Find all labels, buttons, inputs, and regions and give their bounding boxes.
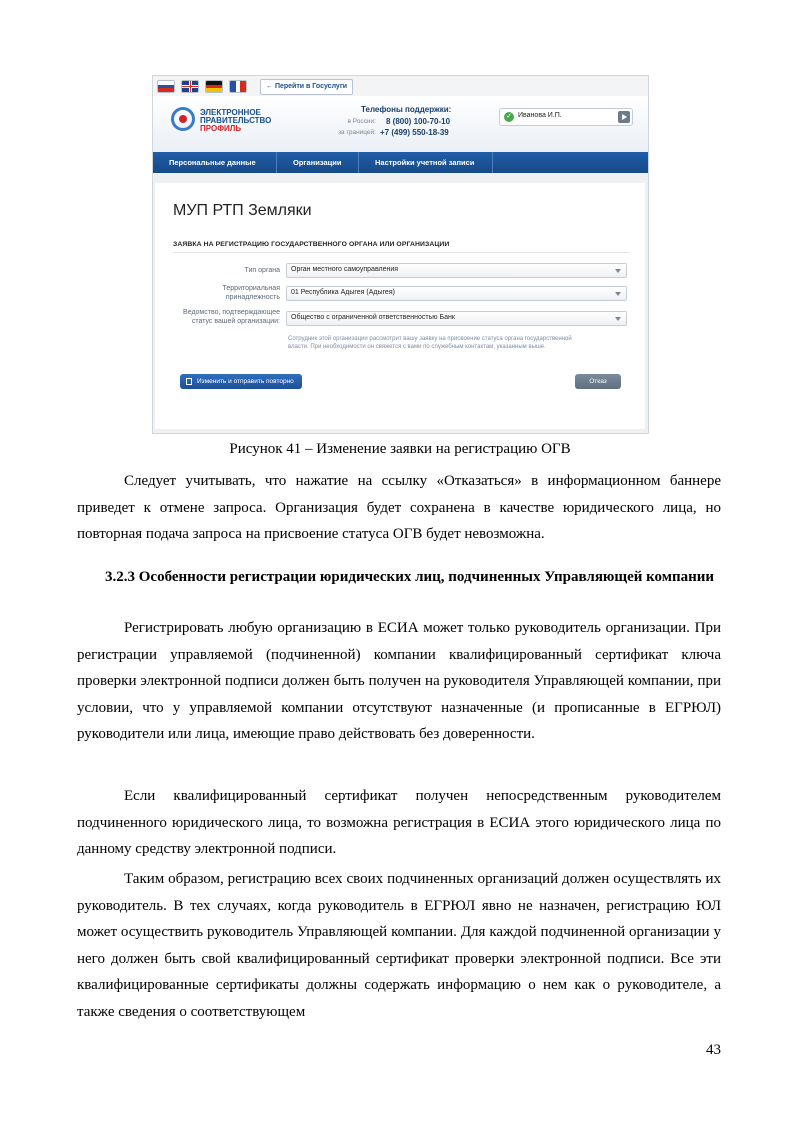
paragraph: Следует учитывать, что нажатие на ссылку «Отказаться» в информационном баннере приведет к отмене запроса. Организация будет сохранена в качестве юридического лица, но повторная подача запроса на присвоение статуса ОГВ будет невозможна. (77, 473, 721, 543)
gosuslugi-link[interactable]: ← Перейти в Госуслуги (260, 79, 353, 95)
chevron-down-icon (615, 317, 621, 321)
figure-screenshot (152, 75, 649, 434)
tab-organizations[interactable]: Организации (293, 158, 342, 167)
paragraph: Таким образом, регистрацию всех своих подчиненных организаций должен осуществлять их руководитель. В тех случаях, когда руководитель в ЕГРЮЛ явно не назначен, регистрацию ЮЛ может осуществить руководитель Управляющей компании. Для каждой подчиненной организации у него должен быть свой квалифицированный сертификат проверки электронной подписи. Все эти квалифицированные сертификаты должны содержать информацию о нем как о руководителе, а также сведения о соответствующем (77, 871, 721, 1020)
cancel-button[interactable]: Отказ (575, 374, 621, 389)
tab-account-settings[interactable]: Настройки учетной записи (375, 158, 475, 167)
support-russia-label: в России: (347, 118, 376, 125)
hint-text: Сотрудник этой организации рассмотрит вашу заявку на присвоение статуса органа государственной власти. При необходимости он свяжется с вами по служебным контактам, указанным выше. (288, 336, 572, 350)
logo-text[interactable]: ЭЛЕКТРОННОЕ ПРАВИТЕЛЬСТВО ПРОФИЛЬ (200, 108, 272, 133)
agency-select[interactable] (286, 311, 627, 326)
support-abroad-number: +7 (499) 550-18-39 (380, 128, 449, 137)
de-flag-icon[interactable] (205, 80, 223, 93)
check-icon: ✓ (504, 112, 514, 122)
org-type-label: Тип органа (244, 267, 280, 274)
ru-flag-icon[interactable] (157, 80, 175, 93)
support-russia-number: 8 (800) 100-70-10 (386, 117, 451, 126)
section-heading: 3.2.3 Особенности регистрации юридических лиц, подчиненных Управляющей компании (105, 569, 715, 585)
chevron-down-icon (615, 269, 621, 273)
nav-divider (492, 152, 493, 173)
logout-icon[interactable] (618, 111, 630, 123)
user-name: Иванова И.П. (518, 112, 562, 119)
tab-personal-data[interactable]: Персональные данные (169, 158, 256, 167)
main-nav (153, 152, 648, 173)
site-header (153, 96, 648, 152)
org-type-select[interactable] (286, 263, 627, 278)
resubmit-button[interactable] (180, 374, 302, 389)
nav-divider (358, 152, 359, 173)
registration-panel (155, 183, 645, 429)
territory-value: 01 Республика Адыгея (Адыгея) (291, 289, 395, 296)
section-title: ЗАЯВКА НА РЕГИСТРАЦИЮ ГОСУДАРСТВЕННОГО ОРГАНА ИЛИ ОРГАНИЗАЦИИ (173, 241, 450, 248)
document-icon (186, 378, 192, 385)
agency-label: Ведомство, подтверждающее статус вашей организации: (183, 309, 280, 325)
support-abroad-label: за границей: (338, 129, 376, 136)
uk-flag-icon[interactable] (181, 80, 199, 93)
nav-divider (276, 152, 277, 173)
section-divider (173, 252, 629, 253)
territory-label: Территориальная принадлежность (222, 285, 280, 301)
agency-value: Общество с ограниченной ответственностью Банк (291, 314, 455, 321)
paragraph: Если квалифицированный сертификат получен непосредственным руководителем подчиненного юридического лица, то возможна регистрация в ЕСИА этого юридического лица по данному средству электронной подписи. (77, 788, 721, 858)
fr-flag-icon[interactable] (229, 80, 247, 93)
page-number: 43 (706, 1042, 721, 1058)
language-bar (153, 76, 648, 96)
paragraph: Регистрировать любую организацию в ЕСИА может только руководитель организации. При регистрации управляемой (подчиненной) компании квалифицированный сертификат ключа проверки электронной подписи должен быть получен на руководителя Управляющей компании, при условии, что у управляемой компании отсутствуют назначенные (и прописанные в ЕГРЮЛ) руководители или лица, имеющие право действовать без доверенности. (77, 620, 721, 743)
territory-select[interactable] (286, 286, 627, 301)
figure-caption: Рисунок 41 – Изменение заявки на регистрацию ОГВ (229, 441, 571, 457)
support-title: Телефоны поддержки: (361, 105, 452, 114)
page-title: МУП РТП Земляки (173, 202, 312, 219)
resubmit-button-label: Изменить и отправить повторно (197, 378, 294, 385)
chevron-down-icon (615, 292, 621, 296)
gov-logo-icon[interactable] (171, 107, 195, 131)
user-menu[interactable] (499, 108, 633, 126)
org-type-value: Орган местного самоуправления (291, 266, 399, 273)
